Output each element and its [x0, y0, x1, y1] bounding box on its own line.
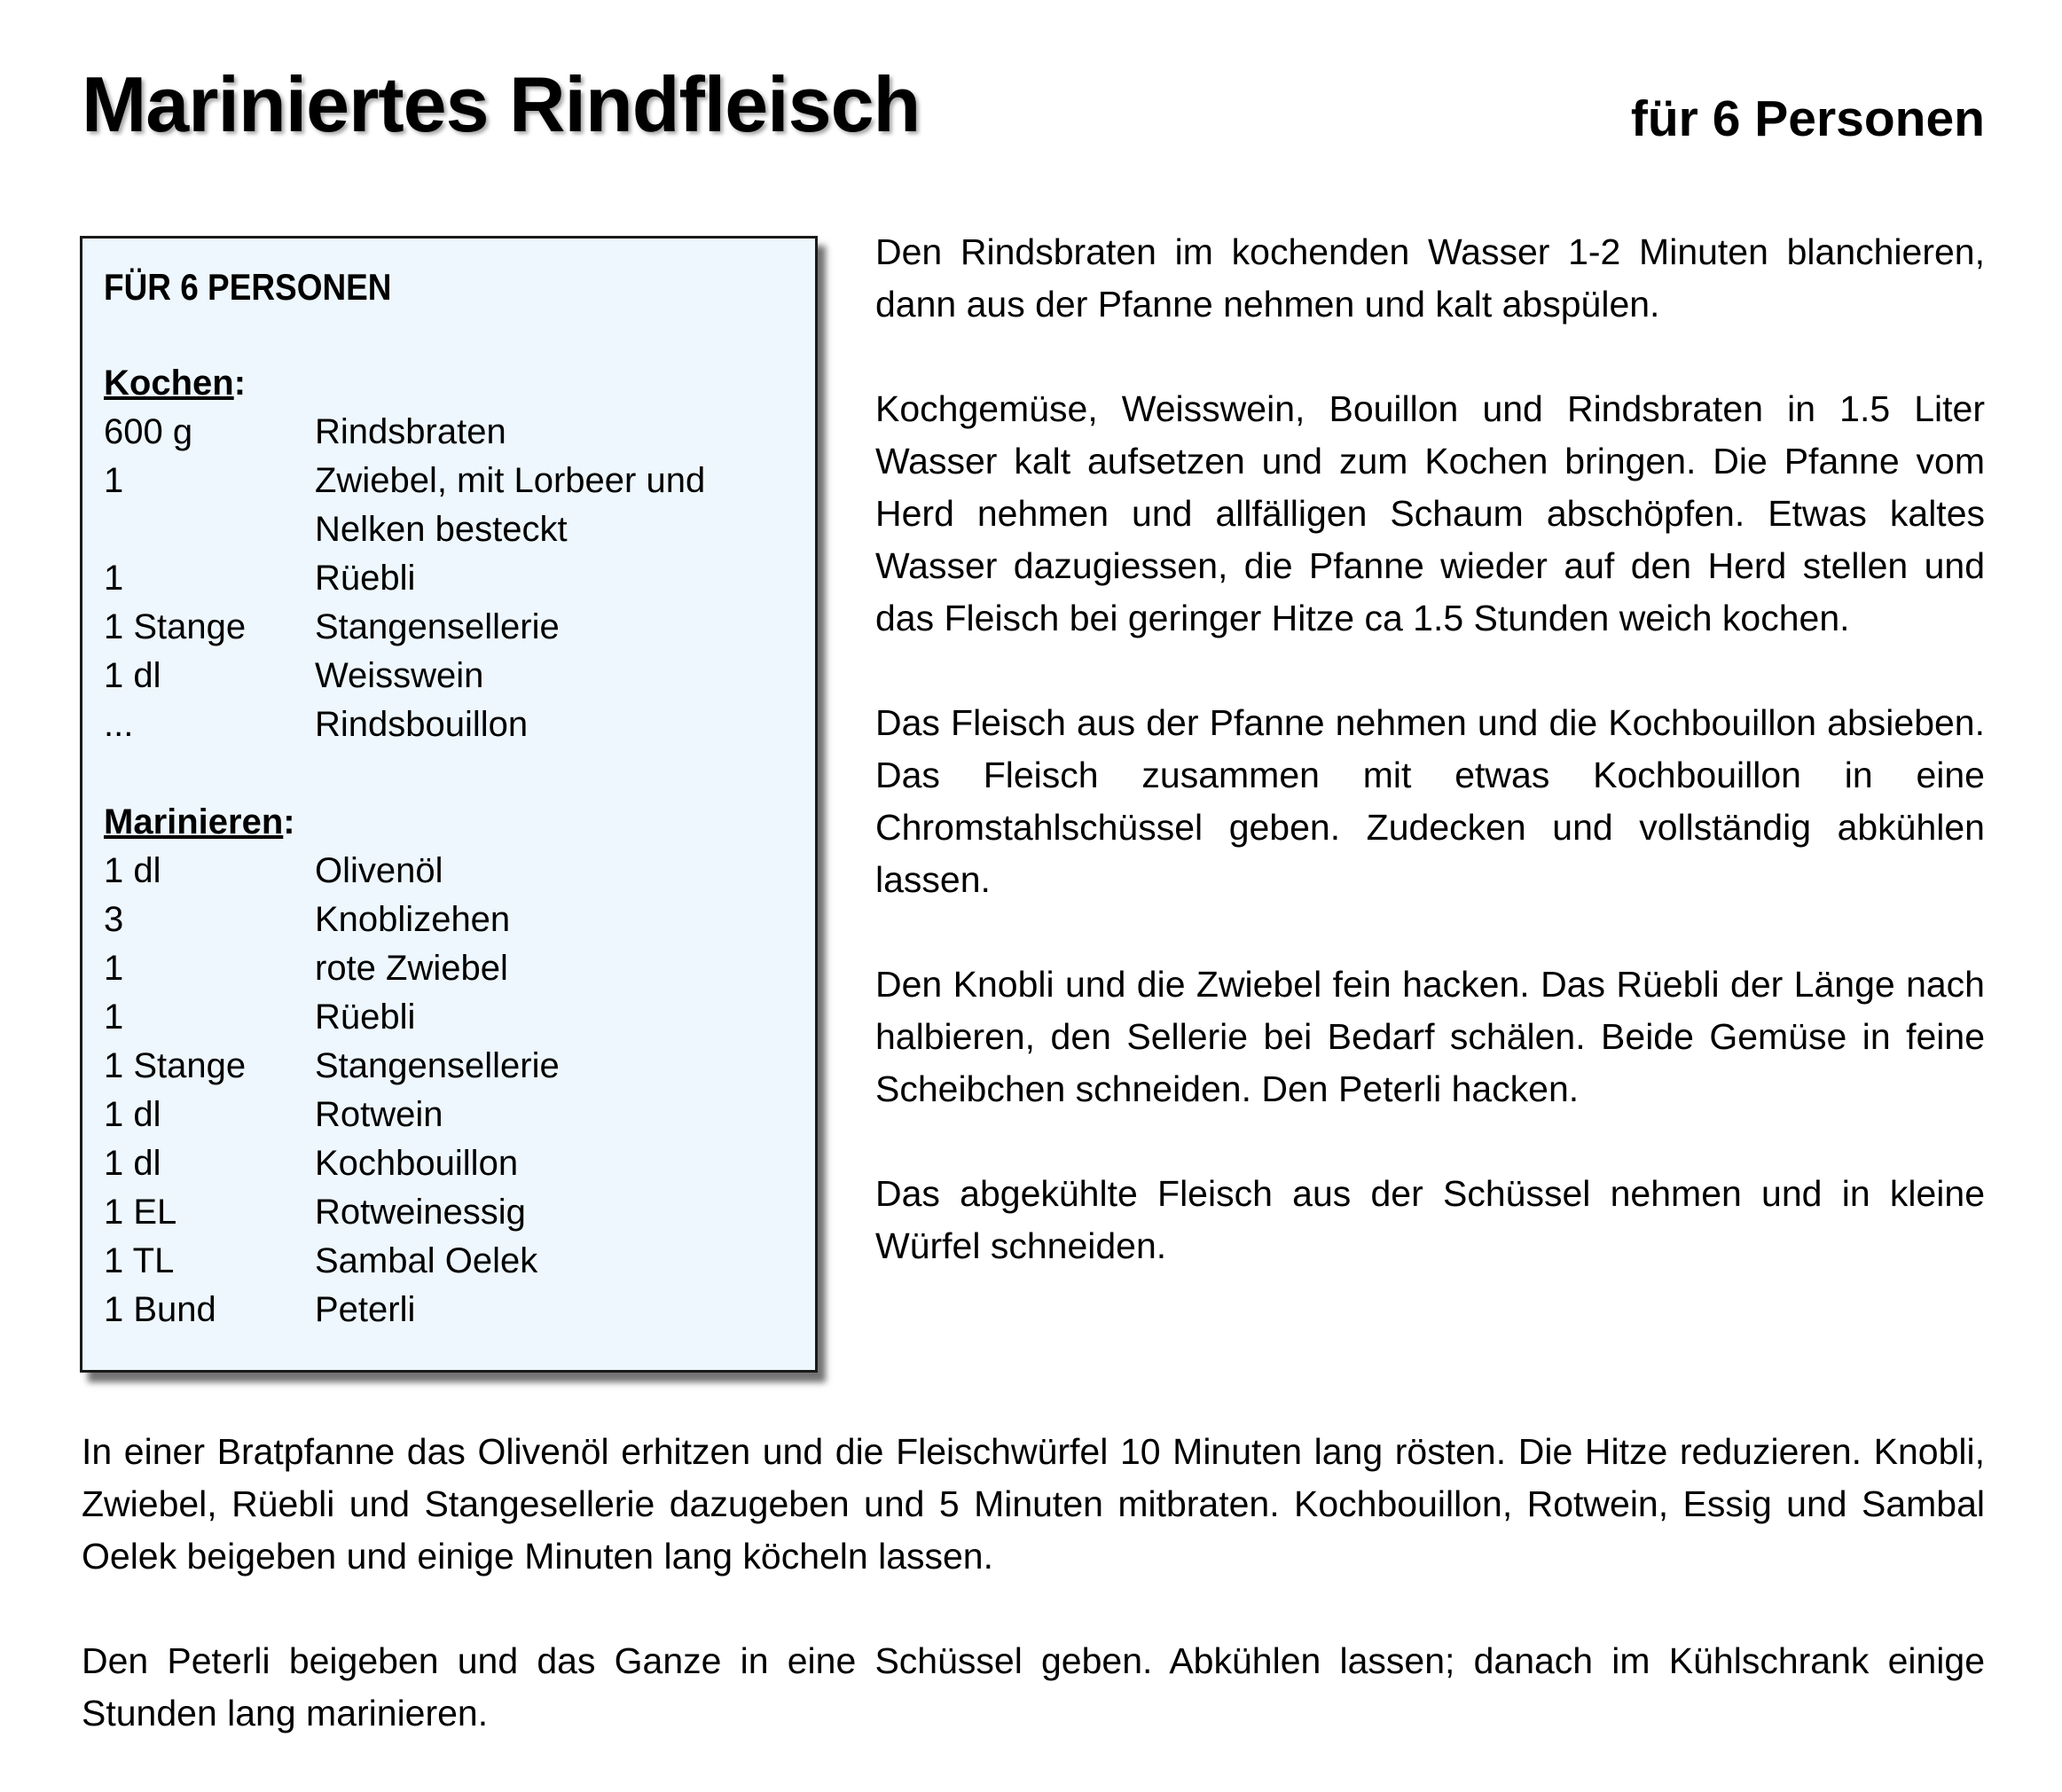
- ingredient-name: [315, 993, 815, 1042]
- ingredient-name: [315, 896, 815, 944]
- ingredient-quantity: 1 dl: [104, 851, 161, 890]
- ingredients-box: [80, 236, 818, 1373]
- ingredient-row: [104, 603, 815, 652]
- ingredient-list-marinieren: [104, 847, 815, 1334]
- ingredient-name-text: Rindsbraten: [315, 412, 506, 451]
- instruction-paragraph: Kochgemüse, Weisswein, Bouillon und Rindsbraten in 1.5 Liter Wasser kalt aufsetzen und zum Kochen bringen. Die Pfanne vom Herd nehmen und allfälligen Schaum abschöpfen. Etwas kaltes Wasser dazugiessen, die Pfanne wieder auf den Herd stellen und das Fleisch bei geringer Hitze ca 1.5 Stunden weich kochen.: [875, 388, 1985, 638]
- servings-label: für 6 Personen: [1630, 90, 1985, 147]
- bottom-instructions: [82, 1426, 1985, 1792]
- ingredient-name-text: Rüebli: [315, 559, 416, 598]
- ingredient-row: [104, 896, 815, 944]
- ingredient-name-text: Olivenöl: [315, 851, 443, 890]
- instruction-paragraph: Den Knobli und die Zwiebel fein hacken. Das Rüebli der Länge nach halbieren, den Sellerie bei Bedarf schälen. Beide Gemüse in feine Scheibchen schneiden. Den Peterli hacken.: [875, 964, 1985, 1109]
- ingredient-quantity: 3: [104, 900, 124, 939]
- ingredient-row: [104, 652, 815, 700]
- instruction-paragraph: Den Peterli beigeben und das Ganze in eine Schüssel geben. Abkühlen lassen; danach im Kühlschrank einige Stunden lang marinieren.: [82, 1640, 1985, 1733]
- ingredient-quantity: 1: [104, 559, 124, 598]
- ingredient-name: [315, 1139, 815, 1188]
- ingredient-name-text: Stangensellerie: [315, 607, 560, 646]
- ingredient-name-text: Sambal Oelek: [315, 1241, 538, 1280]
- ingredient-name-text: rote Zwiebel: [315, 949, 508, 988]
- instruction-paragraph: Das Fleisch aus der Pfanne nehmen und die Kochbouillon absieben. Das Fleisch zusammen mit etwas Kochbouillon in eine Chromstahlschüssel geben. Zudecken und vollständig abkühlen lassen.: [875, 702, 1985, 900]
- ingredient-name: [315, 1188, 815, 1237]
- ingredient-quantity: 1 Stange: [104, 1046, 247, 1085]
- section-heading-kochen: [104, 359, 815, 408]
- ingredient-quantity: 1 dl: [104, 656, 161, 695]
- ingredient-name: [315, 1042, 815, 1091]
- section-colon: :: [233, 364, 247, 403]
- ingredient-name-text: Rindsbouillon: [315, 705, 529, 744]
- ingredient-row: [104, 1139, 815, 1188]
- instruction-paragraph: Das abgekühlte Fleisch aus der Schüssel nehmen und in kleine Würfel schneiden.: [875, 1173, 1985, 1266]
- section-heading-marinieren: [104, 798, 815, 847]
- ingredient-quantity: 1 Stange: [104, 607, 247, 646]
- ingredient-name: [315, 1286, 815, 1334]
- instruction-paragraph: Den Rindsbraten im kochenden Wasser 1-2 Minuten blanchieren, dann aus der Pfanne nehmen und kalt abspülen.: [875, 231, 1985, 325]
- ingredient-row: [104, 1042, 815, 1091]
- ingredient-name: [315, 700, 815, 749]
- ingredient-quantity: 1 EL: [104, 1193, 177, 1232]
- ingredient-name: [315, 652, 815, 700]
- ingredient-name-text: Rüebli: [315, 998, 416, 1037]
- ingredient-row: [104, 554, 815, 603]
- ingredient-name: [315, 944, 815, 993]
- ingredient-name-text: Rotwein: [315, 1095, 443, 1134]
- ingredient-name: [315, 847, 815, 896]
- ingredient-quantity: ...: [104, 705, 134, 744]
- ingredient-name-text-continued: Nelken besteckt: [315, 510, 568, 549]
- ingredient-quantity: 1: [104, 461, 124, 500]
- ingredient-quantity: 1 dl: [104, 1095, 161, 1134]
- ingredient-name-text: Rotweinessig: [315, 1193, 526, 1232]
- ingredient-row: [104, 1286, 815, 1334]
- ingredient-row: [104, 944, 815, 993]
- ingredient-quantity: 1: [104, 998, 124, 1037]
- ingredient-row: [104, 457, 815, 554]
- section-colon: :: [283, 802, 295, 841]
- ingredients-heading: FÜR 6 PERSONEN: [104, 266, 392, 308]
- ingredient-quantity: 1 dl: [104, 1144, 161, 1183]
- ingredient-row: [104, 1091, 815, 1139]
- ingredient-quantity: 1 TL: [104, 1241, 175, 1280]
- ingredient-name: [315, 1237, 815, 1286]
- ingredient-quantity: 1: [104, 949, 124, 988]
- ingredient-name-text: Kochbouillon: [315, 1144, 519, 1183]
- ingredient-row: [104, 993, 815, 1042]
- ingredient-name-text: Knoblizehen: [315, 900, 511, 939]
- ingredient-name: [315, 457, 815, 554]
- ingredient-row: [104, 1188, 815, 1237]
- ingredient-row: [104, 847, 815, 896]
- ingredient-name: [315, 603, 815, 652]
- ingredient-name-text: Zwiebel, mit Lorbeer und: [315, 461, 706, 500]
- ingredient-name: [315, 554, 815, 603]
- ingredient-row: [104, 408, 815, 457]
- ingredient-name-text: Stangensellerie: [315, 1046, 560, 1085]
- ingredient-name: [315, 408, 815, 457]
- ingredient-quantity: 1 Bund: [104, 1290, 216, 1329]
- ingredient-name-text: Weisswein: [315, 656, 484, 695]
- ingredient-name: [315, 1091, 815, 1139]
- instruction-paragraph: In einer Bratpfanne das Olivenöl erhitzen und die Fleischwürfel 10 Minuten lang rösten. Die Hitze reduzieren. Knobli, Zwiebel, Rüebli und Stangesellerie dazugeben und 5 Minuten mitbraten. Kochbouillon, Rotwein, Essig und Sambal Oelek beigeben und einige Minuten lang köcheln lassen.: [82, 1431, 1985, 1577]
- ingredient-row: [104, 700, 815, 749]
- ingredient-quantity: 600 g: [104, 412, 193, 451]
- section-label-marinieren: Marinieren: [104, 802, 284, 841]
- ingredient-list-kochen: [104, 408, 815, 749]
- ingredient-name-text: Peterli: [315, 1290, 416, 1329]
- section-label-kochen: Kochen: [104, 364, 234, 403]
- page-title: Mariniertes Rindfleisch: [82, 60, 921, 148]
- ingredient-row: [104, 1237, 815, 1286]
- instructions-column: [875, 226, 1985, 1325]
